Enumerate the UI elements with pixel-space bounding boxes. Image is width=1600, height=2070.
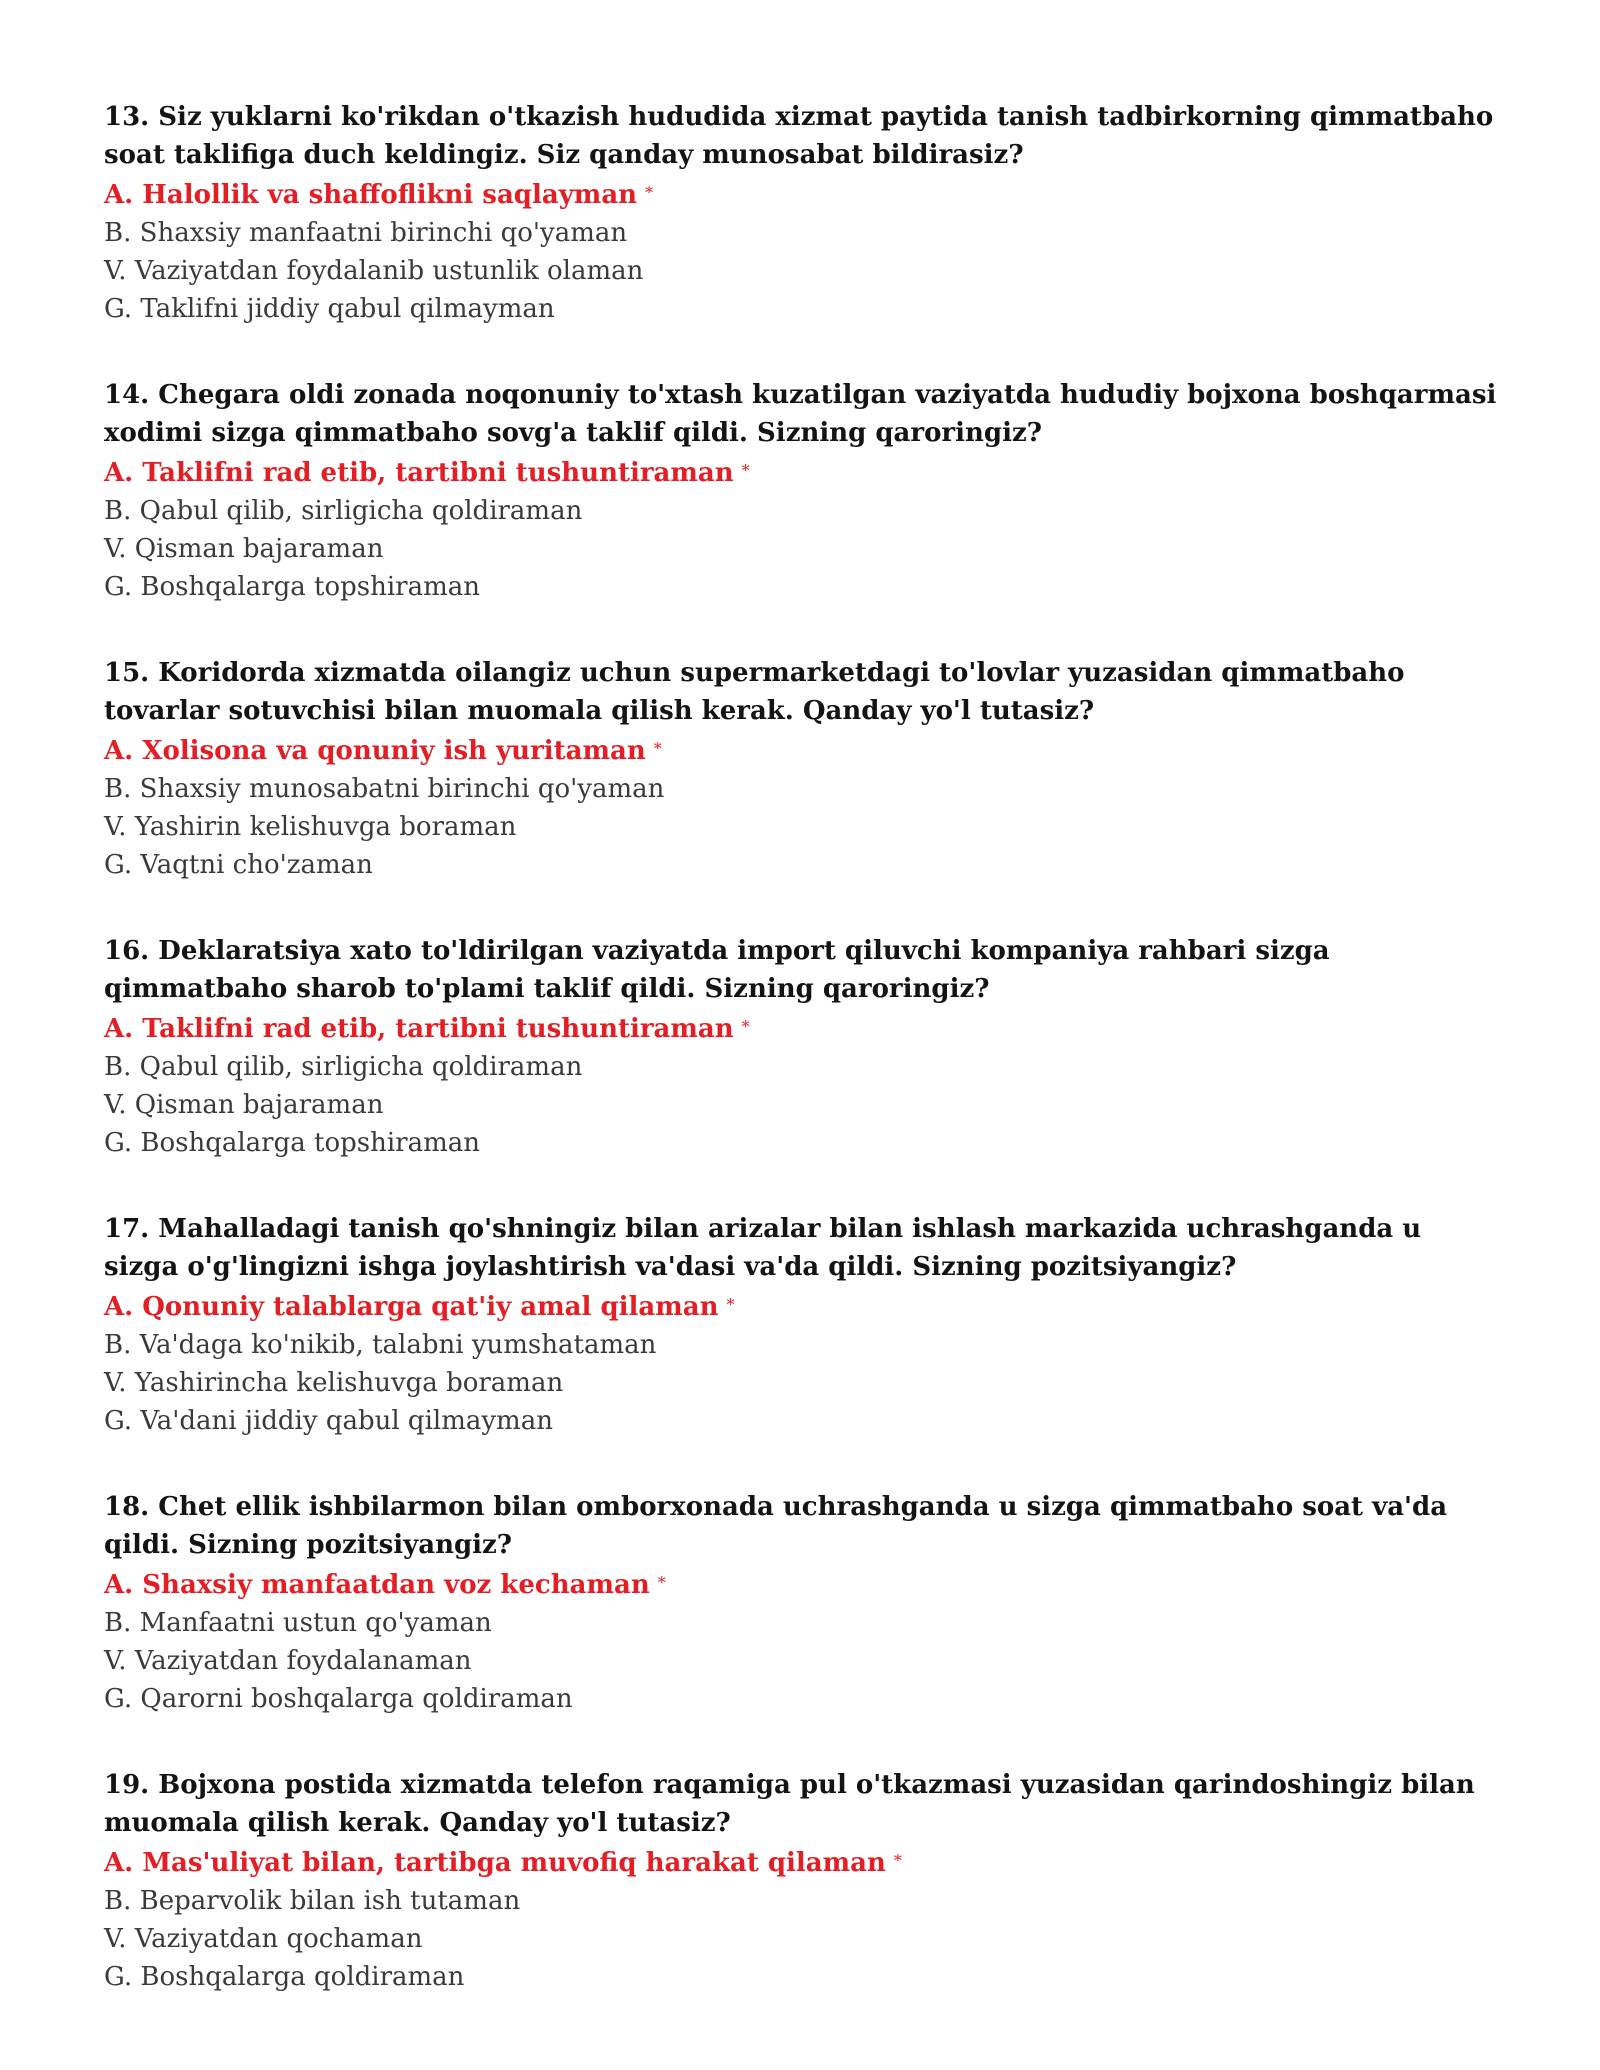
answer-option: B. Shaxsiy manfaatni birinchi qo'yaman xyxy=(104,218,628,248)
correct-answer xyxy=(104,1566,1500,1604)
question-text: 19. Bojxona postida xizmatda telefon raqamiga pul o'tkazmasi yuzasidan qarindoshingiz bilan muomala qilish kerak. Qanday yo'l tutasiz? xyxy=(104,1770,1475,1838)
answer-option: B. Qabul qilib, sirligicha qoldiraman xyxy=(104,1052,583,1082)
question-text: 18. Chet ellik ishbilarmon bilan omborxonada uchrashganda u sizga qimmatbaho soat va'da qildi. Sizning pozitsiyangiz? xyxy=(104,1492,1448,1560)
correct-answer xyxy=(104,1010,1500,1048)
question-19 xyxy=(104,1766,1500,1996)
option-label: A. Taklifni rad etib, tartibni tushuntiraman xyxy=(104,1014,734,1044)
answer-option: V. Qisman bajaraman xyxy=(104,1090,384,1120)
option-label: A. Halollik va shaffoflikni saqlayman xyxy=(104,180,638,210)
correct-answer xyxy=(104,454,1500,492)
answer-option: G. Vaqtni cho'zaman xyxy=(104,850,373,880)
answer-option: B. Va'daga ko'nikib, talabni yumshataman xyxy=(104,1330,657,1360)
answer-option: G. Va'dani jiddiy qabul qilmayman xyxy=(104,1406,553,1436)
correct-marker: * xyxy=(893,1851,902,1870)
answer-option: B. Shaxsiy munosabatni birinchi qo'yaman xyxy=(104,774,665,804)
option-label: A. Shaxsiy manfaatdan voz kechaman xyxy=(104,1570,650,1600)
question-16 xyxy=(104,932,1500,1162)
answer-option: G. Qarorni boshqalarga qoldiraman xyxy=(104,1684,573,1714)
answer-option: V. Yashirin kelishuvga boraman xyxy=(104,812,517,842)
answer-option: B. Beparvolik bilan ish tutaman xyxy=(104,1886,521,1916)
option-label: A. Mas'uliyat bilan, tartibga muvofiq harakat qilaman xyxy=(104,1848,886,1878)
correct-answer xyxy=(104,1844,1500,1882)
question-text: 14. Chegara oldi zonada noqonuniy to'xtash kuzatilgan vaziyatda hududiy bojxona boshqarmasi xodimi sizga qimmatbaho sovg'a taklif qildi. Sizning qaroringiz? xyxy=(104,380,1497,448)
answer-option: G. Boshqalarga qoldiraman xyxy=(104,1962,465,1992)
answer-option: B. Qabul qilib, sirligicha qoldiraman xyxy=(104,496,583,526)
correct-marker: * xyxy=(741,1017,750,1036)
question-18 xyxy=(104,1488,1500,1718)
question-text: 15. Koridorda xizmatda oilangiz uchun supermarketdagi to'lovlar yuzasidan qimmatbaho tovarlar sotuvchisi bilan muomala qilish kerak. Qanday yo'l tutasiz? xyxy=(104,658,1405,726)
answer-option: V. Yashirincha kelishuvga boraman xyxy=(104,1368,564,1398)
question-17 xyxy=(104,1210,1500,1440)
answer-option: V. Vaziyatdan foydalanib ustunlik olaman xyxy=(104,256,644,286)
answer-option: V. Vaziyatdan qochaman xyxy=(104,1924,423,1954)
answer-option: B. Manfaatni ustun qo'yaman xyxy=(104,1608,492,1638)
question-14 xyxy=(104,376,1500,606)
question-text: 17. Mahalladagi tanish qo'shningiz bilan arizalar bilan ishlash markazida uchrashganda u sizga o'g'lingizni ishga joylashtirish va'dasi va'da qildi. Sizning pozitsiyangiz? xyxy=(104,1214,1422,1282)
correct-marker: * xyxy=(653,739,662,758)
answer-option: V. Vaziyatdan foydalanaman xyxy=(104,1646,472,1676)
option-label: A. Taklifni rad etib, tartibni tushuntiraman xyxy=(104,458,734,488)
question-text: 16. Deklaratsiya xato to'ldirilgan vaziyatda import qiluvchi kompaniya rahbari sizga qimmatbaho sharob to'plami taklif qildi. Sizning qaroringiz? xyxy=(104,936,1330,1004)
question-15 xyxy=(104,654,1500,884)
correct-marker: * xyxy=(645,183,654,202)
correct-answer xyxy=(104,732,1500,770)
answer-option: G. Taklifni jiddiy qabul qilmayman xyxy=(104,294,555,324)
option-label: A. Xolisona va qonuniy ish yuritaman xyxy=(104,736,646,766)
correct-marker: * xyxy=(741,461,750,480)
option-label: A. Qonuniy talablarga qat'iy amal qilaman xyxy=(104,1292,719,1322)
answer-option: G. Boshqalarga topshiraman xyxy=(104,572,480,602)
correct-answer xyxy=(104,1288,1500,1326)
correct-marker: * xyxy=(726,1295,735,1314)
correct-marker: * xyxy=(657,1573,666,1592)
question-text: 13. Siz yuklarni ko'rikdan o'tkazish hududida xizmat paytida tanish tadbirkorning qimmatbaho soat taklifiga duch keldingiz. Siz qanday munosabat bildirasiz? xyxy=(104,102,1494,170)
correct-answer xyxy=(104,176,1500,214)
question-13 xyxy=(104,98,1500,328)
answer-option: G. Boshqalarga topshiraman xyxy=(104,1128,480,1158)
answer-option: V. Qisman bajaraman xyxy=(104,534,384,564)
